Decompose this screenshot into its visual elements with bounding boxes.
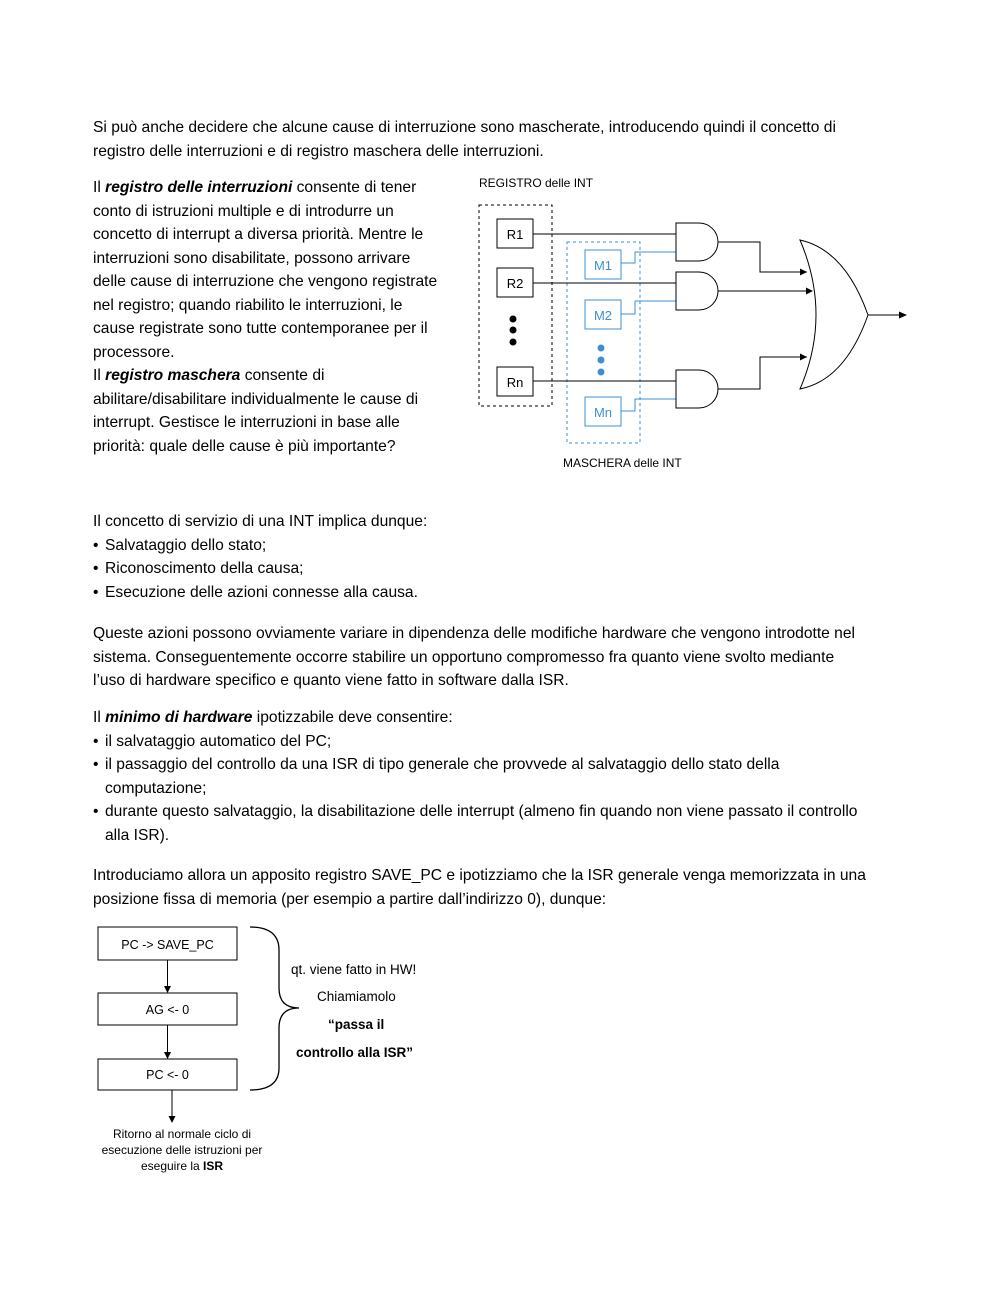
flow-arrow-head <box>164 986 171 993</box>
ellipsis-dot <box>598 345 605 352</box>
register-label: R1 <box>506 227 524 242</box>
register-line: processore. <box>93 343 175 361</box>
actions-line: Queste azioni possono ovviamente variare in dipendenza delle modifiche hardware che vengono introdotte nel <box>93 625 855 642</box>
ellipsis-dot <box>598 369 605 376</box>
register-line: conto di istruzioni multiple e di introdurre un <box>93 202 394 220</box>
bullet-item <box>93 730 913 754</box>
registers-paragraph <box>93 176 468 458</box>
register-line: priorità: quale delle cause è più importante? <box>93 437 396 455</box>
arrow-head <box>806 288 813 295</box>
hardware-rest: ipotizzabile deve consentire: <box>252 709 453 726</box>
term-registro-maschera: registro maschera <box>105 367 241 384</box>
intro-line: registro delle interruzioni e di registro maschera delle interruzioni. <box>93 142 544 160</box>
register-line: cause registrate sono tutte contemporanee per il <box>93 320 428 337</box>
hardware-section <box>93 706 913 847</box>
bullet-icon: • <box>93 536 99 554</box>
bullet-text: Salvataggio dello stato; <box>105 536 267 554</box>
interrupt-mask-diagram <box>470 170 920 480</box>
flow-caption-isr: ISR <box>203 1159 224 1173</box>
register-line: concetto di interrupt a diversa priorità. Mentre le <box>93 226 424 243</box>
bullet-icon: • <box>93 732 99 750</box>
flow-box-label: PC -> SAVE_PC <box>121 938 214 952</box>
wire <box>718 242 807 272</box>
mask-wire <box>621 252 676 263</box>
bullet-text: Esecuzione delle azioni connesse alla causa. <box>105 583 418 601</box>
flow-box-label: AG <- 0 <box>145 1003 190 1017</box>
register-line: nel registro; quando riabilito le interruzioni, le <box>93 296 403 314</box>
savepc-line: posizione fissa di memoria (per esempio a partire dall’indirizzo 0), dunque: <box>93 890 607 908</box>
bullet-icon: • <box>93 560 99 577</box>
wire <box>718 357 807 389</box>
register-label: Rn <box>506 375 524 390</box>
output-arrow-head <box>899 312 907 319</box>
brace-note: controllo alla ISR” <box>296 1045 414 1060</box>
bullet-icon: • <box>93 803 99 820</box>
flow-caption: Ritorno al normale ciclo di <box>112 1127 252 1141</box>
register-line: abilitare/disabilitare individualmente le cause di <box>93 390 419 408</box>
brace-note: “passa il <box>328 1017 385 1032</box>
register-line <box>93 176 468 200</box>
bullet-icon: • <box>93 756 99 773</box>
and-gate <box>676 272 718 310</box>
bullet-item <box>93 800 913 847</box>
ellipsis-dot <box>510 339 517 346</box>
register-text: consente di <box>240 367 325 384</box>
term-registro-interruzioni: registro delle interruzioni <box>105 179 293 196</box>
bullet-text: alla ISR). <box>105 826 170 844</box>
ellipsis-dot <box>510 327 517 334</box>
diagram-title-registro: REGISTRO delle INT <box>479 176 594 190</box>
text-il: Il <box>93 367 106 384</box>
flow-caption <box>141 1159 223 1173</box>
bullet-item <box>93 557 913 581</box>
brace-note: Chiamiamolo <box>317 989 396 1004</box>
bullet-text: Riconoscimento della causa; <box>105 560 304 577</box>
and-gate <box>676 370 718 408</box>
flow-arrow-head <box>164 1052 171 1059</box>
bullet-text: il salvataggio automatico del PC; <box>105 732 332 750</box>
mask-wire <box>621 301 676 314</box>
register-line: interruzioni sono disabilitate, possono arrivare <box>93 249 411 267</box>
intro-paragraph <box>93 116 913 163</box>
actions-line: l’uso di hardware specifico e quanto viene fatto in software dalla ISR. <box>93 672 569 689</box>
register-label: R2 <box>506 276 524 291</box>
bullet-item <box>93 534 913 558</box>
actions-paragraph <box>93 622 913 693</box>
term-minimo-hardware: minimo di hardware <box>105 709 253 726</box>
register-line <box>93 364 468 388</box>
bullet-item <box>93 753 913 800</box>
isr-flowchart <box>85 920 455 1180</box>
flow-arrow-head <box>169 1116 176 1123</box>
bullet-icon: • <box>93 583 99 601</box>
ellipsis-dot <box>510 316 517 323</box>
text-il: Il <box>93 709 106 726</box>
mask-label: Mn <box>593 405 613 420</box>
flow-caption-text: eseguire la <box>140 1159 204 1173</box>
bullet-item <box>93 581 913 605</box>
arrow-head <box>800 354 807 361</box>
brace-note: qt. viene fatto in HW! <box>291 962 417 977</box>
hardware-heading <box>93 706 913 730</box>
service-section <box>93 510 913 604</box>
register-text: consente di tener <box>292 179 417 196</box>
diagram-title-maschera: MASCHERA delle INT <box>563 456 682 470</box>
register-line: delle cause di interruzione che vengono registrate <box>93 273 438 290</box>
or-gate <box>800 240 868 389</box>
and-gate <box>676 223 718 261</box>
bullet-text: il passaggio del controllo da una ISR di tipo generale che provvede al salvataggio dello stato della <box>105 756 780 773</box>
mask-wire <box>621 399 676 411</box>
savepc-paragraph <box>93 864 913 911</box>
service-heading: Il concetto di servizio di una INT implica dunque: <box>93 513 428 530</box>
flow-caption: esecuzione delle istruzioni per <box>101 1143 263 1157</box>
flow-box-label: PC <- 0 <box>146 1068 189 1082</box>
mask-label: M2 <box>593 308 613 323</box>
text-il: Il <box>93 179 106 196</box>
intro-line: Si può anche decidere che alcune cause di interruzione sono mascherate, introducendo quindi il concetto di <box>93 119 836 136</box>
bullet-text: computazione; <box>105 779 207 797</box>
arrow-head <box>800 269 807 276</box>
savepc-line: Introduciamo allora un apposito registro SAVE_PC e ipotizziamo che la ISR generale venga memorizzata in una <box>93 867 866 884</box>
register-line: interrupt. Gestisce le interruzioni in base alle <box>93 414 400 431</box>
actions-line: sistema. Conseguentemente occorre stabilire un opportuno compromesso fra quanto viene svolto mediante <box>93 648 835 666</box>
bullet-text: durante questo salvataggio, la disabilitazione delle interrupt (almeno fin quando non viene passato il controllo <box>105 803 858 820</box>
brace <box>250 927 299 1090</box>
mask-label: M1 <box>593 258 613 273</box>
ellipsis-dot <box>598 357 605 364</box>
